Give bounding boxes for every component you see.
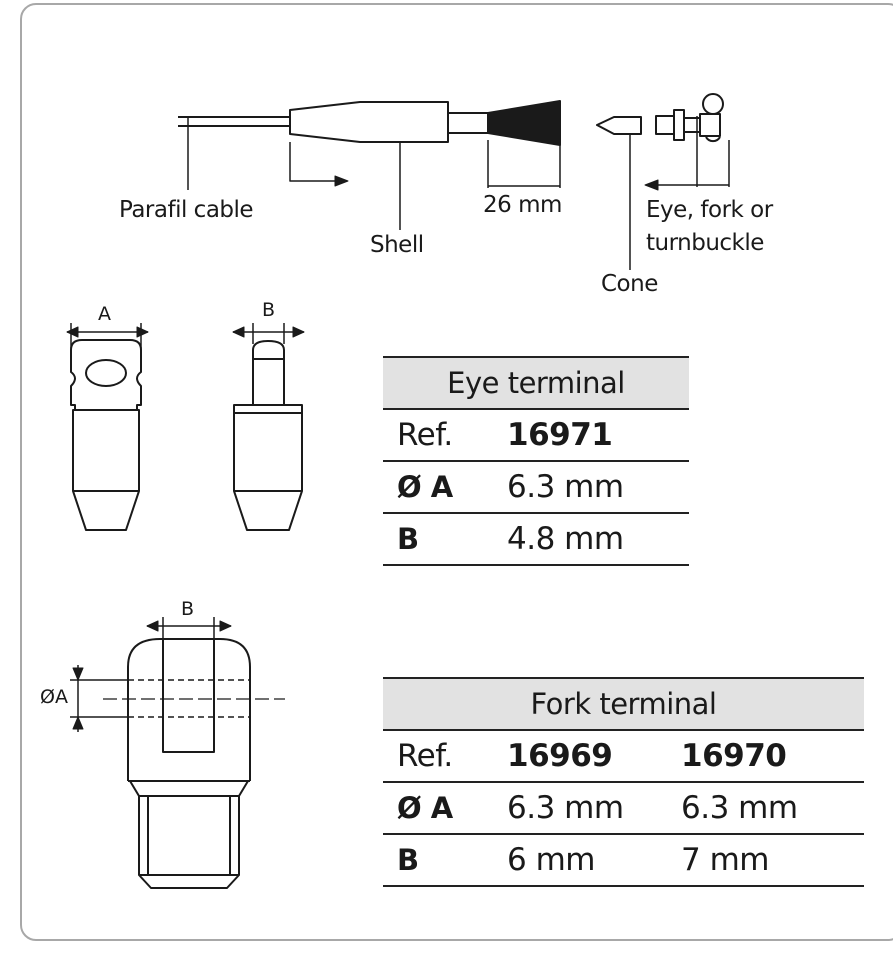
fork-dim-b-label: B	[181, 598, 195, 620]
diameter-value: 6.3 mm	[507, 782, 681, 834]
b-value: 4.8 mm	[507, 513, 689, 565]
eye-terminal-table	[383, 356, 689, 566]
table-row	[383, 730, 864, 782]
table-row	[383, 834, 864, 886]
shell-label: Shell	[370, 232, 424, 258]
row-key: Ø A	[383, 461, 507, 513]
fork-table-title: Fork terminal	[383, 678, 864, 730]
eye-fork-label-line2: turnbuckle	[646, 230, 764, 256]
ref-value: 16969	[507, 730, 681, 782]
parafil-cable-label: Parafil cable	[119, 197, 254, 223]
b-value: 6 mm	[507, 834, 681, 886]
cone-label: Cone	[601, 271, 658, 297]
eye-dim-a-label: A	[98, 303, 111, 325]
diameter-value: 6.3 mm	[507, 461, 689, 513]
eye-dim-b-label: B	[262, 299, 276, 321]
eye-terminal-front-drawing	[67, 323, 148, 530]
table-row	[383, 409, 689, 461]
fork-terminal-drawing	[70, 617, 285, 888]
eye-fork-label-line1: Eye, fork or	[646, 197, 773, 223]
eye-terminal-side-drawing	[233, 323, 304, 530]
fork-dim-oa-label: ØA	[40, 686, 68, 708]
row-key: B	[383, 513, 507, 565]
eye-table-title: Eye terminal	[383, 357, 689, 409]
row-key: B	[383, 834, 507, 886]
row-key: Ref.	[383, 730, 507, 782]
length-label: 26 mm	[483, 192, 562, 218]
fork-terminal-table	[383, 677, 864, 887]
table-row	[383, 782, 864, 834]
b-value: 7 mm	[681, 834, 864, 886]
row-key: Ø A	[383, 782, 507, 834]
ref-value: 16971	[507, 409, 689, 461]
ref-value: 16970	[681, 730, 864, 782]
diameter-value: 6.3 mm	[681, 782, 864, 834]
table-row	[383, 461, 689, 513]
row-key: Ref.	[383, 409, 507, 461]
table-row	[383, 513, 689, 565]
